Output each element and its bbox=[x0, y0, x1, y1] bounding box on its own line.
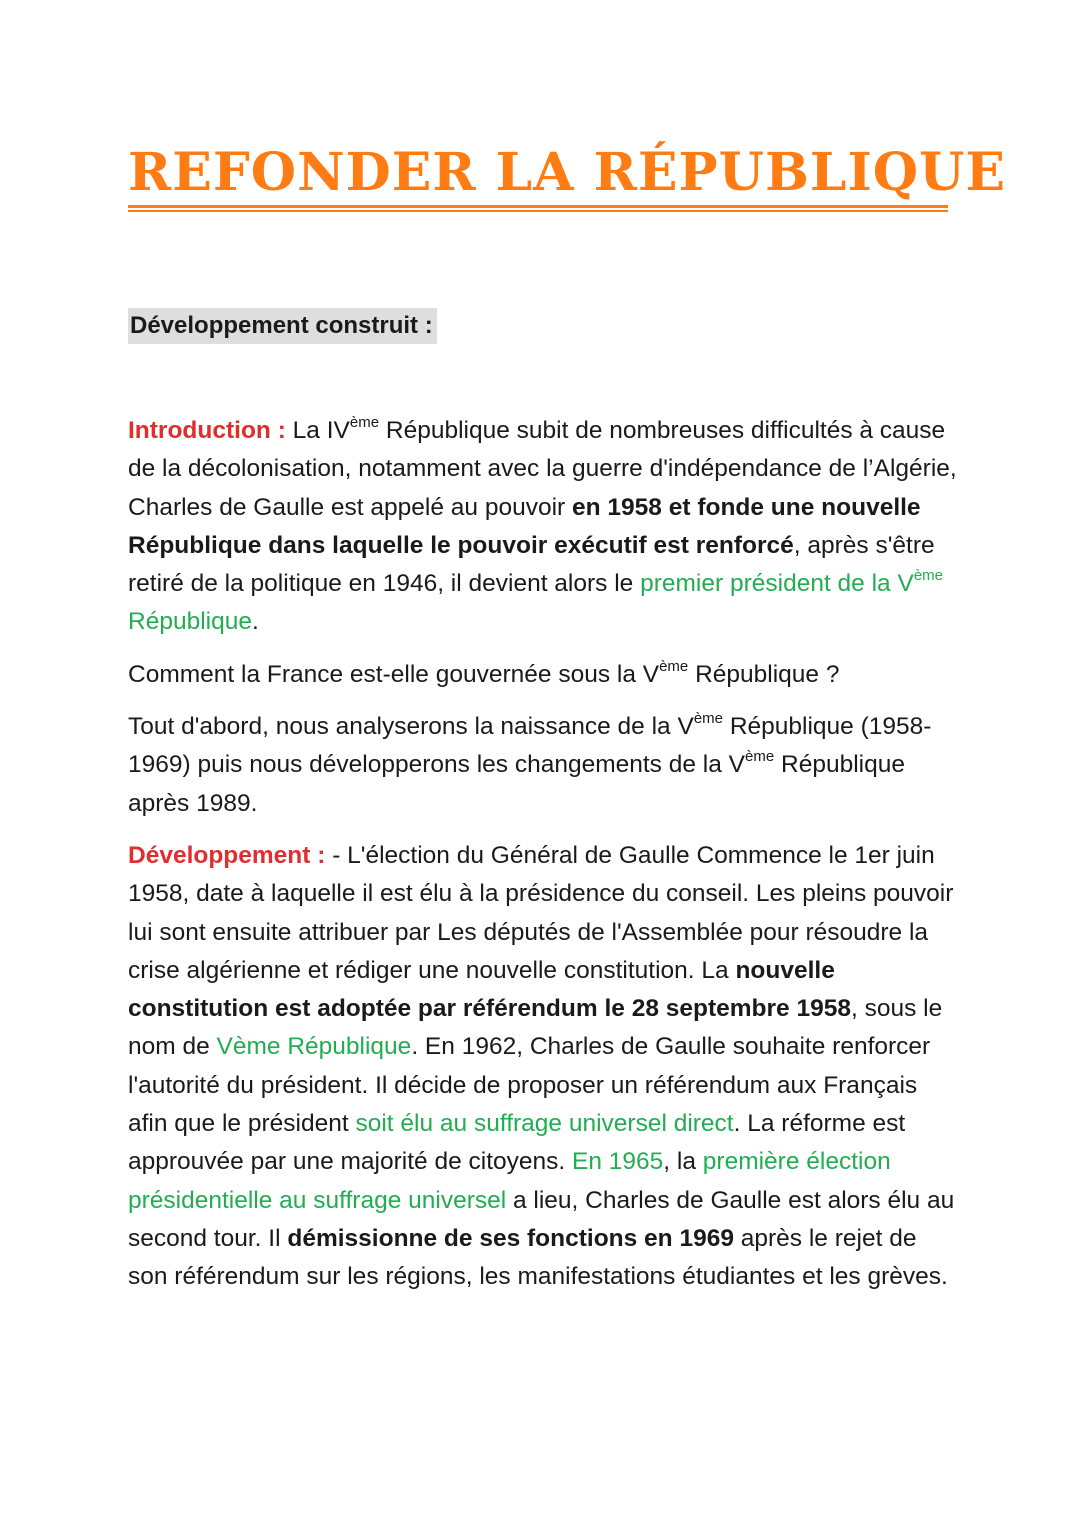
dev-text-4: . La réforme est approuvée par une majorité de citoyens. bbox=[128, 1110, 906, 1176]
intro-bold-1: en 1958 et fonde une nouvelle République dans laquelle le pouvoir exécutif est renforcé bbox=[128, 493, 921, 559]
dev-text-6: a lieu, Charles de Gaulle est alors élu au second tour. Il bbox=[128, 1186, 955, 1252]
introduction-label: Introduction : bbox=[128, 417, 286, 444]
dev-green-2: soit élu au suffrage universel direct bbox=[355, 1110, 734, 1138]
question-sup-1: ème bbox=[659, 657, 689, 675]
intro-text-4: . bbox=[251, 608, 259, 636]
page-title: REFONDER LA RÉPUBLIQUE bbox=[128, 142, 1007, 203]
plan-sup-1: ème bbox=[693, 709, 724, 727]
introduction-paragraph bbox=[128, 412, 958, 642]
question-text-2: République ? bbox=[688, 660, 840, 688]
development-label: Développement : bbox=[128, 841, 326, 869]
body-text bbox=[128, 412, 958, 1311]
dev-text-7: après le rejet de son référendum sur les régions, les manifestations étudiantes et les grèves. bbox=[128, 1224, 948, 1291]
plan-paragraph bbox=[128, 708, 958, 823]
question-paragraph bbox=[128, 656, 958, 694]
dev-text-5: , la bbox=[663, 1148, 703, 1176]
dev-bold-2: démissionne de ses fonctions en 1969 bbox=[287, 1224, 734, 1252]
intro-green-sup: ème bbox=[913, 567, 944, 585]
intro-text-3: , après s'être retiré de la politique en 1946, il devient alors le bbox=[128, 531, 935, 598]
intro-sup-1: ème bbox=[349, 413, 380, 431]
dev-text-2: , sous le nom de bbox=[128, 995, 943, 1061]
development-paragraph bbox=[128, 837, 958, 1297]
section-heading: Développement construit : bbox=[128, 308, 437, 344]
question-text-1: Comment la France est-elle gouvernée sous la V bbox=[128, 660, 660, 688]
dev-green-1: Vème République bbox=[216, 1033, 412, 1061]
intro-green-2: République bbox=[128, 608, 252, 636]
dev-green-4: première élection présidentielle au suffrage universel bbox=[128, 1148, 891, 1214]
dev-bold-1: nouvelle constitution est adoptée par référendum le 28 septembre 1958 bbox=[128, 956, 851, 1023]
dev-text-3: . En 1962, Charles de Gaulle souhaite renforcer l'autorité du président. Il décide de proposer un référendum aux Français afin que le président bbox=[128, 1033, 931, 1138]
plan-text-2: République (1958-1969) puis nous développerons les changements de la V bbox=[128, 713, 932, 779]
plan-sup-2: ème bbox=[745, 748, 775, 766]
dev-text-1: - L'élection du Général de Gaulle Commence le 1er juin 1958, date à laquelle il est élu à la présidence du conseil. Les pleins pouvoir lui sont ensuite attribuer par Les députés de l'Assemblée pour résoudre la crise algérienne et rédiger une nouvelle constitution. La bbox=[128, 841, 954, 984]
intro-text-1: La IV bbox=[285, 417, 350, 444]
title-underline bbox=[128, 205, 948, 208]
plan-text-1: Tout d'abord, nous analyserons la naissance de la V bbox=[128, 713, 694, 741]
intro-green-1: premier président de la V bbox=[640, 570, 914, 598]
plan-text-3: République après 1989. bbox=[128, 751, 905, 817]
intro-text-2: République subit de nombreuses difficultés à cause de la décolonisation, notamment avec la guerre d'indépendance de l’Algérie, Charles de Gaulle est appelé au pouvoir bbox=[128, 417, 957, 521]
dev-green-3: En 1965 bbox=[572, 1148, 664, 1176]
title-underline-second bbox=[128, 210, 948, 212]
